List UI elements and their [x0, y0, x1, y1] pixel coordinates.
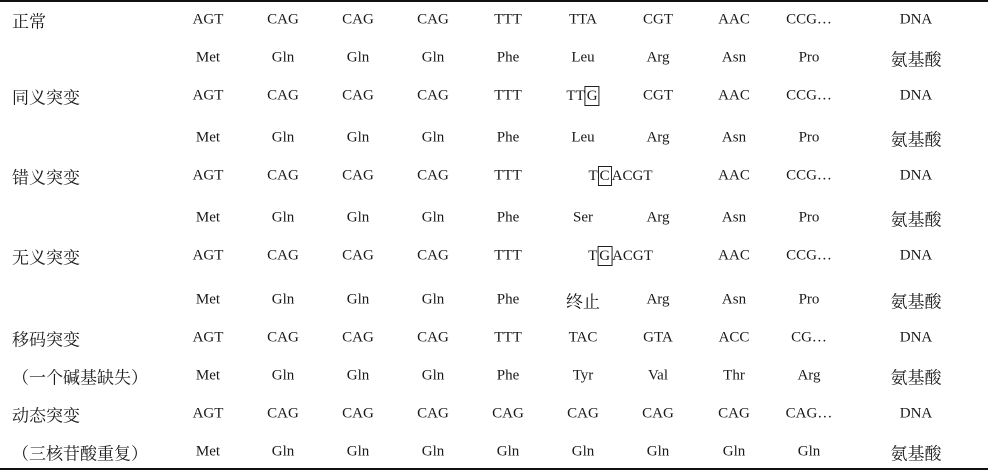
amino-acid-cell: Phe — [496, 291, 520, 308]
codon-prefix: TT — [566, 88, 585, 104]
codon-cell: CAG — [417, 167, 449, 184]
amino-acid-cell: Gln — [421, 49, 445, 66]
amino-acid-cell: Gln — [271, 129, 295, 146]
codon-cell: CCG… — [786, 11, 832, 28]
amino-acid-cell: Pro — [798, 129, 820, 146]
amino-acid-cell: Gln — [271, 209, 295, 226]
row-label: 无义突变 — [12, 248, 80, 269]
amino-acid-cell: Gln — [346, 367, 370, 384]
amino-acid-cell: Met — [195, 129, 221, 146]
amino-acid-cell: Gln — [646, 443, 670, 460]
codon-cell: AGT — [192, 87, 224, 104]
codon-cell: AGT — [192, 329, 224, 346]
table-row — [0, 2, 988, 38]
amino-acid-cell: Val — [648, 367, 668, 384]
table-row — [0, 320, 988, 356]
amino-acid-cell: Leu — [571, 49, 595, 66]
amino-acid-cell: Gln — [421, 209, 445, 226]
amino-acid-cell: Met — [195, 49, 221, 66]
amino-acid-cell: Gln — [271, 291, 295, 308]
codon-cell: CAG… — [785, 405, 833, 422]
amino-acid-cell: Gln — [346, 443, 370, 460]
codon-cell: TAC — [568, 329, 598, 346]
codon-cell: CAG — [492, 405, 524, 422]
amino-acid-cell: Met — [195, 209, 221, 226]
amino-acid-cell: Phe — [496, 129, 520, 146]
amino-acid-cell: Phe — [496, 49, 520, 66]
table-row — [0, 40, 988, 76]
codon-cell: CGT — [643, 11, 673, 28]
sequence-type-label: DNA — [899, 247, 933, 264]
amino-acid-cell: Gln — [271, 49, 295, 66]
codon-cell: CCG… — [786, 247, 832, 264]
table-row — [0, 396, 988, 432]
sequence-type-label: DNA — [899, 405, 933, 422]
amino-acid-cell: Arg — [646, 49, 670, 66]
amino-acid-cell: Gln — [421, 129, 445, 146]
codon-cell: CGT — [643, 87, 673, 104]
row-label: 同义突变 — [12, 88, 80, 109]
amino-acid-cell: Leu — [571, 129, 595, 146]
codon-cell: AAC — [718, 11, 750, 28]
amino-acid-cell: Gln — [346, 209, 370, 226]
codon-cell: AAC — [718, 167, 750, 184]
amino-acid-cell: Gln — [346, 291, 370, 308]
amino-acid-cell: Pro — [798, 291, 820, 308]
table-row — [0, 120, 988, 156]
codon-cell: TTT — [494, 167, 522, 184]
amino-acid-cell: Pro — [798, 209, 820, 226]
amino-acid-cell: Gln — [421, 443, 445, 460]
codon-cell: AGT — [192, 167, 224, 184]
codon-cell: AGT — [192, 247, 224, 264]
amino-acid-cell: Pro — [798, 49, 820, 66]
mutated-base-box: C — [599, 168, 610, 184]
row-label: 正常 — [12, 12, 46, 33]
row-label: （一个碱基缺失） — [12, 368, 148, 389]
amino-acid-cell: 终止 — [566, 292, 600, 313]
sequence-type-label: DNA — [899, 167, 933, 184]
sequence-type-label: 氨基酸 — [890, 50, 942, 71]
codon-cell: CAG — [567, 405, 599, 422]
codon-cell: CAG — [267, 87, 299, 104]
sequence-type-label: DNA — [899, 11, 933, 28]
codon-cell: CAG — [342, 167, 374, 184]
row-label: 错义突变 — [12, 168, 80, 189]
sequence-type-label: 氨基酸 — [890, 368, 942, 389]
codon-cell: CAG — [417, 247, 449, 264]
codon-cell: CAG — [342, 329, 374, 346]
amino-acid-cell: Asn — [721, 291, 747, 308]
codon-cell: CAG — [267, 247, 299, 264]
codon-cell: TTA — [569, 11, 597, 28]
row-label: 动态突变 — [12, 406, 80, 427]
table-row — [0, 434, 988, 470]
codon-cell: CAG — [267, 405, 299, 422]
codon-cell: TTT — [494, 87, 522, 104]
codon-cell: ACC — [718, 329, 750, 346]
codon-cell: GTA — [643, 329, 673, 346]
codon-suffix: ACGT — [612, 248, 653, 264]
amino-acid-cell: Arg — [646, 291, 670, 308]
amino-acid-cell: Gln — [571, 443, 595, 460]
table-bottom-rule — [0, 468, 988, 470]
table-row — [0, 358, 988, 394]
amino-acid-cell: Thr — [723, 367, 745, 384]
mutated-codon — [566, 86, 599, 106]
codon-cell: CAG — [342, 405, 374, 422]
codon-cell: TTT — [494, 329, 522, 346]
mutated-codon — [588, 246, 653, 266]
amino-acid-cell: Gln — [722, 443, 746, 460]
amino-acid-cell: Gln — [421, 291, 445, 308]
table-row — [0, 78, 988, 114]
amino-acid-cell: Arg — [646, 129, 670, 146]
amino-acid-cell: Gln — [346, 129, 370, 146]
row-label: （三核苷酸重复） — [12, 444, 148, 465]
amino-acid-cell: Met — [195, 367, 221, 384]
codon-cell: AGT — [192, 11, 224, 28]
amino-acid-cell: Asn — [721, 209, 747, 226]
mutated-base-box: G — [586, 88, 598, 104]
amino-acid-cell: Gln — [346, 49, 370, 66]
sequence-type-label: DNA — [899, 87, 933, 104]
sequence-type-label: 氨基酸 — [890, 130, 942, 151]
amino-acid-cell: Asn — [721, 49, 747, 66]
amino-acid-cell: Phe — [496, 209, 520, 226]
amino-acid-cell: Gln — [271, 367, 295, 384]
amino-acid-cell: Arg — [646, 209, 670, 226]
codon-cell: CCG… — [786, 167, 832, 184]
table-row — [0, 238, 988, 274]
codon-prefix: T — [588, 248, 598, 264]
row-label: 移码突变 — [12, 330, 80, 351]
codon-cell: CAG — [267, 11, 299, 28]
amino-acid-cell: Gln — [271, 443, 295, 460]
mutated-base-box: G — [599, 248, 611, 264]
codon-cell: AAC — [718, 247, 750, 264]
sequence-type-label: 氨基酸 — [890, 210, 942, 231]
sequence-type-label: DNA — [899, 329, 933, 346]
amino-acid-cell: Phe — [496, 367, 520, 384]
codon-prefix: T — [588, 168, 598, 184]
codon-cell: AGT — [192, 405, 224, 422]
codon-suffix: ACGT — [611, 168, 653, 184]
codon-cell: CAG — [417, 329, 449, 346]
codon-cell: CAG — [342, 11, 374, 28]
codon-cell: CCG… — [786, 87, 832, 104]
codon-cell: TTT — [494, 247, 522, 264]
sequence-type-label: 氨基酸 — [890, 292, 942, 313]
codon-cell: CAG — [417, 11, 449, 28]
codon-cell: CAG — [417, 87, 449, 104]
table-row — [0, 282, 988, 318]
codon-cell: CAG — [342, 247, 374, 264]
amino-acid-cell: Ser — [573, 209, 593, 226]
amino-acid-cell: Met — [195, 443, 221, 460]
amino-acid-cell: Gln — [496, 443, 520, 460]
amino-acid-cell: Arg — [797, 367, 821, 384]
amino-acid-cell: Met — [195, 291, 221, 308]
amino-acid-cell: Tyr — [572, 367, 594, 384]
amino-acid-cell: Gln — [797, 443, 821, 460]
codon-cell: CAG — [642, 405, 674, 422]
codon-cell: TTT — [494, 11, 522, 28]
table-row — [0, 158, 988, 194]
codon-cell: CG… — [791, 329, 827, 346]
codon-cell: CAG — [417, 405, 449, 422]
table-row — [0, 200, 988, 236]
amino-acid-cell: Gln — [421, 367, 445, 384]
codon-cell: CAG — [718, 405, 750, 422]
codon-cell: CAG — [342, 87, 374, 104]
codon-cell: AAC — [718, 87, 750, 104]
sequence-type-label: 氨基酸 — [890, 444, 942, 465]
mutated-codon — [588, 166, 652, 186]
codon-cell: CAG — [267, 167, 299, 184]
codon-cell: CAG — [267, 329, 299, 346]
amino-acid-cell: Asn — [721, 129, 747, 146]
